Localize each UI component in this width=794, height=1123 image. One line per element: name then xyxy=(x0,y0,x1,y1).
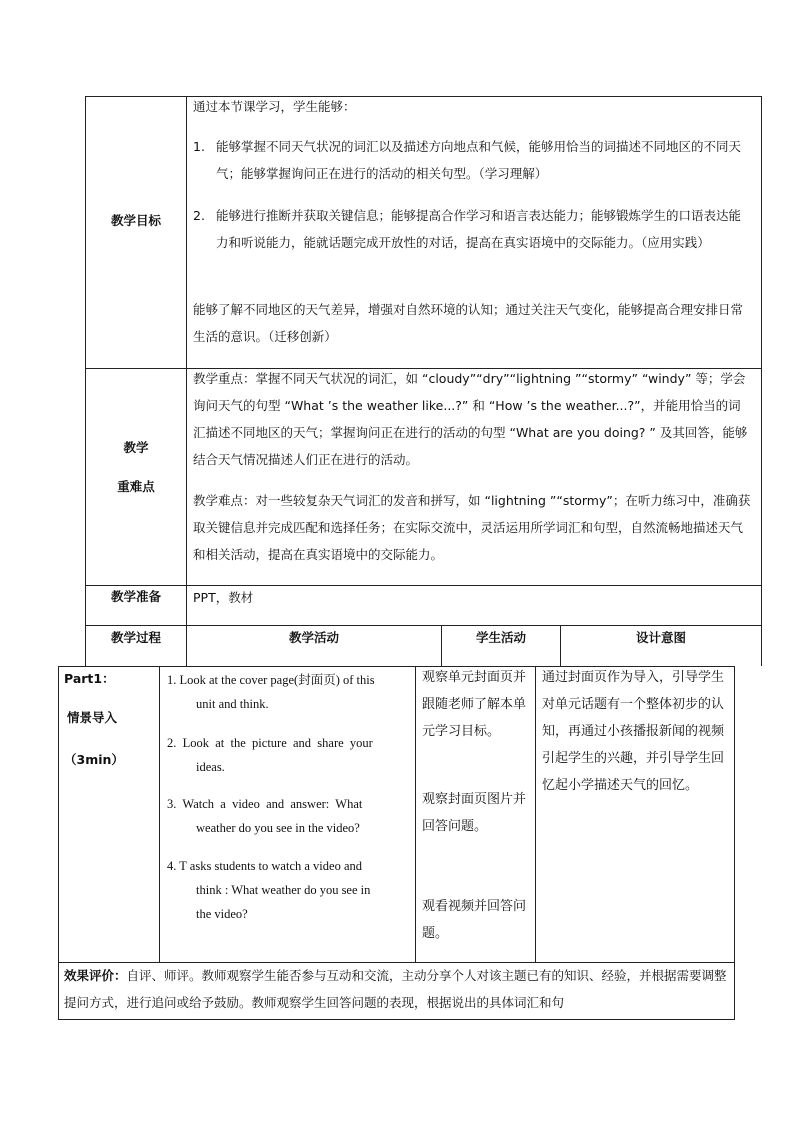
key-label-1: 教学 xyxy=(123,440,149,455)
activity-2-line-1: 2. Look at the picture and share your xyxy=(167,736,373,750)
goals-item-2-num: 2. xyxy=(193,208,205,223)
student-activity-3: 观看视频并回答问题。 xyxy=(422,899,527,941)
evaluation-text xyxy=(64,962,728,1016)
part-name: 情景导入 xyxy=(67,710,118,725)
difficult-points: 教学难点：对一些较复杂天气词汇的发音和拼写，如 “lightning ”“stormy”；在听力练习中，准确获取关键信息并完成匹配和选择任务；在实际交流中，灵活运用所学词汇和句型，自然流畅地描述天气和相关活动，提高在真实语境中的交际能力。 xyxy=(193,493,751,562)
col-intent-header: 设计意图 xyxy=(635,630,686,645)
goals-outro: 能够了解不同地区的天气差异，增强对自然环境的认知；通过关注天气变化，能够提高合理安排日常生活的意识。（迁移创新） xyxy=(193,302,744,344)
activity-4-line-2: think : What weather do you see in xyxy=(196,883,371,897)
student-activity-1: 观察单元封面页并跟随老师了解本单元学习目标。 xyxy=(422,670,527,739)
activity-4-line-3: the video? xyxy=(196,907,248,921)
col-student-header: 学生活动 xyxy=(475,630,526,645)
goals-item-1-num: 1. xyxy=(193,139,205,154)
process-label: 教学过程 xyxy=(110,630,161,645)
part-time: （3min） xyxy=(64,752,124,767)
part-title: Part1： xyxy=(64,671,115,686)
goals-item-1-text: 能够掌握不同天气状况的词汇以及描述方向地点和气候，能够用恰当的词描述不同地区的不同天气；能够掌握询问正在进行的活动的相关句型。（学习理解） xyxy=(216,139,742,181)
activity-3-line-2: weather do you see in the video? xyxy=(196,821,360,835)
key-points: 教学重点：掌握不同天气状况的词汇，如 “cloudy”“dry”“lightning ”“stormy” “windy” 等；学会询问天气的句型 “What ’s the weather like...?” 和 “How ’s the weather...?”，并能用恰当的词汇描述不同地区的天气；掌握询问正在进行的活动的句型 “What are you doing? ” 及其回答，能够结合天气情况描述人们正在进行的活动。 xyxy=(193,371,748,467)
activity-3-line-1: 3. Watch a video and answer: What xyxy=(167,797,363,811)
student-activity-2: 观察封面页图片并回答问题。 xyxy=(422,792,527,834)
evaluation-label: 效果评价： xyxy=(64,968,127,983)
goals-item-2-text: 能够进行推断并获取关键信息；能够提高合作学习和语言表达能力；能够锻炼学生的口语表达能力和听说能力，能就话题完成开放性的对话，提高在真实语境中的交际能力。（应用实践） xyxy=(216,208,742,250)
goals-label: 教学目标 xyxy=(110,213,161,228)
activity-2-line-2: ideas. xyxy=(196,760,225,774)
activity-1-line-2: unit and think. xyxy=(196,697,269,711)
activity-4-line-1: 4. T asks students to watch a video and xyxy=(167,859,362,873)
activity-1-line-1: 1. Look at the cover page(封面页) of this xyxy=(167,673,375,687)
col-activity-header: 教学活动 xyxy=(288,630,339,645)
goals-intro: 通过本节课学习，学生能够： xyxy=(193,99,356,114)
design-intent: 通过封面页作为导入，引导学生对单元话题有一个整体初步的认知，再通过小孩播报新闻的视频引起学生的兴趣，并引导学生回忆起小学描述天气的回忆。 xyxy=(542,670,725,793)
prep-value: PPT，教材 xyxy=(193,590,254,605)
prep-label: 教学准备 xyxy=(110,589,161,604)
key-label-2: 重难点 xyxy=(117,479,155,494)
evaluation-body: 自评、师评。教师观察学生能否参与互动和交流，主动分享个人对该主题已有的知识、经验，并根据需要调整提问方式，进行追问或给予鼓励。教师观察学生回答问题的表现，根据说出的具体词汇和句 xyxy=(64,968,727,1010)
